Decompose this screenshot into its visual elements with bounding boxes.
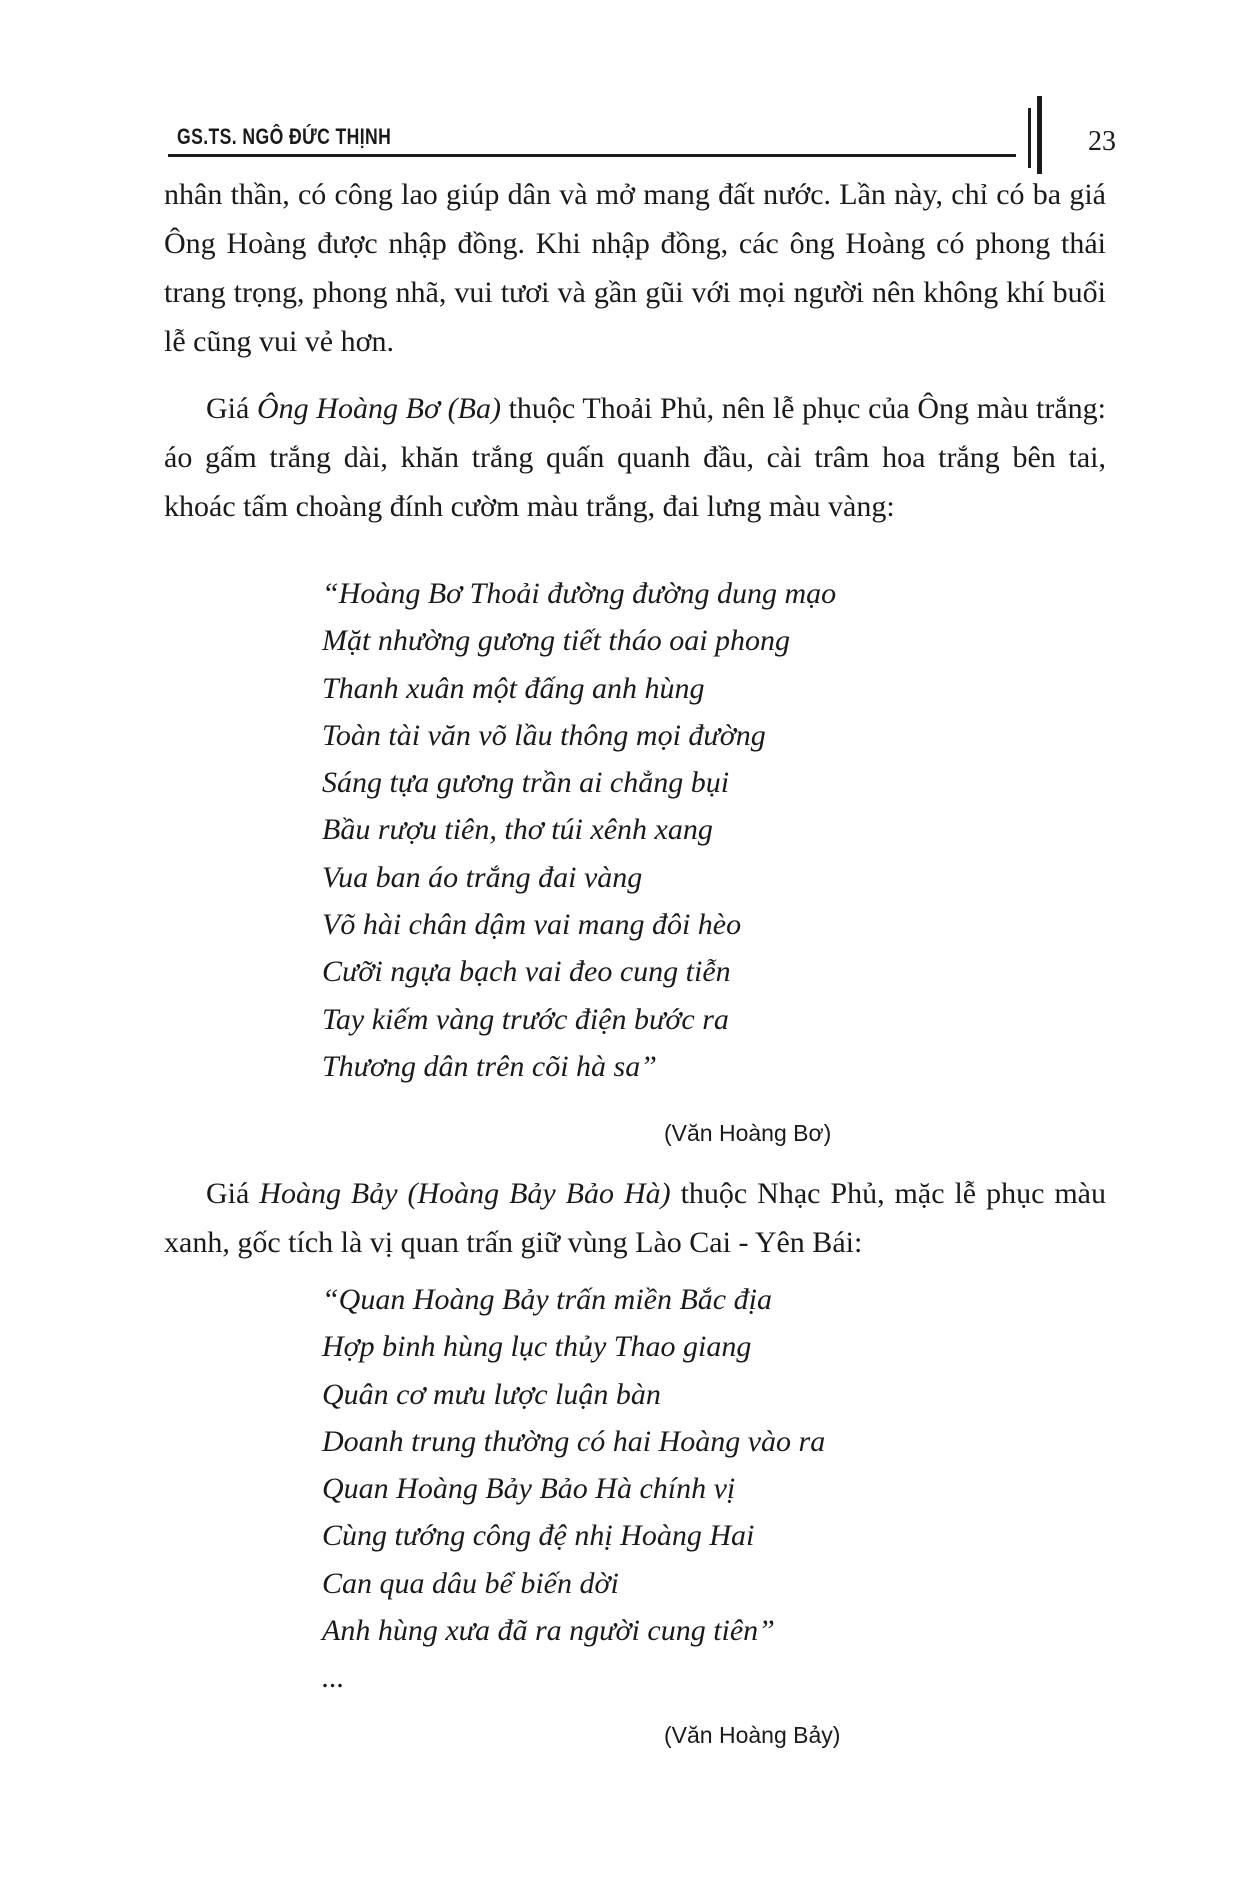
verse-line: Toàn tài văn võ lầu thông mọi đường — [322, 718, 766, 752]
header-divider-thick — [1037, 96, 1042, 174]
verse-line: ... — [322, 1661, 345, 1695]
verse-line: Thanh xuân một đấng anh hùng — [322, 671, 705, 705]
verse-line: Cùng tướng công đệ nhị Hoàng Hai — [322, 1519, 755, 1553]
source-citation: (Văn Hoàng Bơ) — [664, 1120, 832, 1146]
verse-line: “Hoàng Bơ Thoải đường đường dung mạo — [322, 577, 837, 610]
verse-line: “Quan Hoàng Bảy trấn miền Bắc địa — [322, 1283, 772, 1316]
running-header-author: GS.TS. NGÔ ĐỨC THỊNH — [177, 124, 392, 149]
header-rule — [168, 154, 1016, 157]
paragraph-text: thuộc Thoải Phủ, nên lễ phục của Ông màu trắng: áo gấm trắng dài, khăn trắng quấn quanh đầu, cài trâm hoa trắng bên tai, khoác tấm choàng đính cườm màu trắng, đai lưng màu vàng: — [164, 392, 1106, 523]
verse-hoang-bay — [322, 1276, 825, 1702]
verse-line: Quan Hoàng Bảy Bảo Hà chính vị — [322, 1472, 736, 1506]
verse-line: Võ hài chân dậm vai mang đôi hèo — [322, 908, 742, 942]
verse-line: Cưỡi ngựa bạch vai đeo cung tiễn — [322, 955, 731, 989]
page-number: 23 — [1088, 126, 1116, 157]
paragraph-hoang-bay — [164, 1169, 1106, 1267]
verse-line: Hợp binh hùng lục thủy Thao giang — [322, 1330, 752, 1364]
verse-line: Mặt nhường gương tiết tháo oai phong — [322, 624, 791, 658]
paragraph-lead: Giá — [206, 392, 257, 425]
verse-hoang-bo — [322, 570, 836, 1090]
verse-line: Quân cơ mưu lược luận bàn — [322, 1377, 661, 1411]
verse-line: Can qua dâu bể biến dời — [322, 1566, 619, 1600]
verse-line: Anh hùng xưa đã ra người cung tiên” — [322, 1614, 775, 1648]
source-citation: (Văn Hoàng Bảy) — [664, 1722, 841, 1748]
paragraph-intro: nhân thần, có công lao giúp dân và mở mang đất nước. Lần này, chỉ có ba giá Ông Hoàng được nhập đồng. Khi nhập đồng, các ông Hoàng có phong thái trang trọng, phong nhã, vui tươi và gần gũi với mọi người nên không khí buổi lễ cũng vui vẻ hơn. — [164, 178, 1106, 358]
paragraph-hoang-bo — [164, 384, 1106, 531]
verse-line: Thương dân trên cõi hà sa” — [322, 1049, 657, 1083]
paragraph-text: thuộc Nhạc Phủ, mặc lễ phục màu xanh, gốc tích là vị quan trấn giữ vùng Lào Cai - Yên Bái: — [164, 1177, 1106, 1259]
verse-line: Tay kiếm vàng trước điện bước ra — [322, 1002, 729, 1036]
paragraph-lead: Giá — [206, 1177, 260, 1210]
verse-line: Sáng tựa gương trần ai chẳng bụi — [322, 766, 730, 800]
deity-name: Ông Hoàng Bơ (Ba) — [256, 392, 501, 425]
verse-line: Vua ban áo trắng đai vàng — [322, 860, 643, 894]
verse-line: Bầu rượu tiên, thơ túi xênh xang — [322, 813, 713, 847]
deity-name: Hoàng Bảy (Hoàng Bảy Bảo Hà) — [259, 1177, 671, 1210]
header-divider-thin — [1028, 108, 1031, 168]
verse-line: Doanh trung thường có hai Hoàng vào ra — [322, 1424, 826, 1458]
